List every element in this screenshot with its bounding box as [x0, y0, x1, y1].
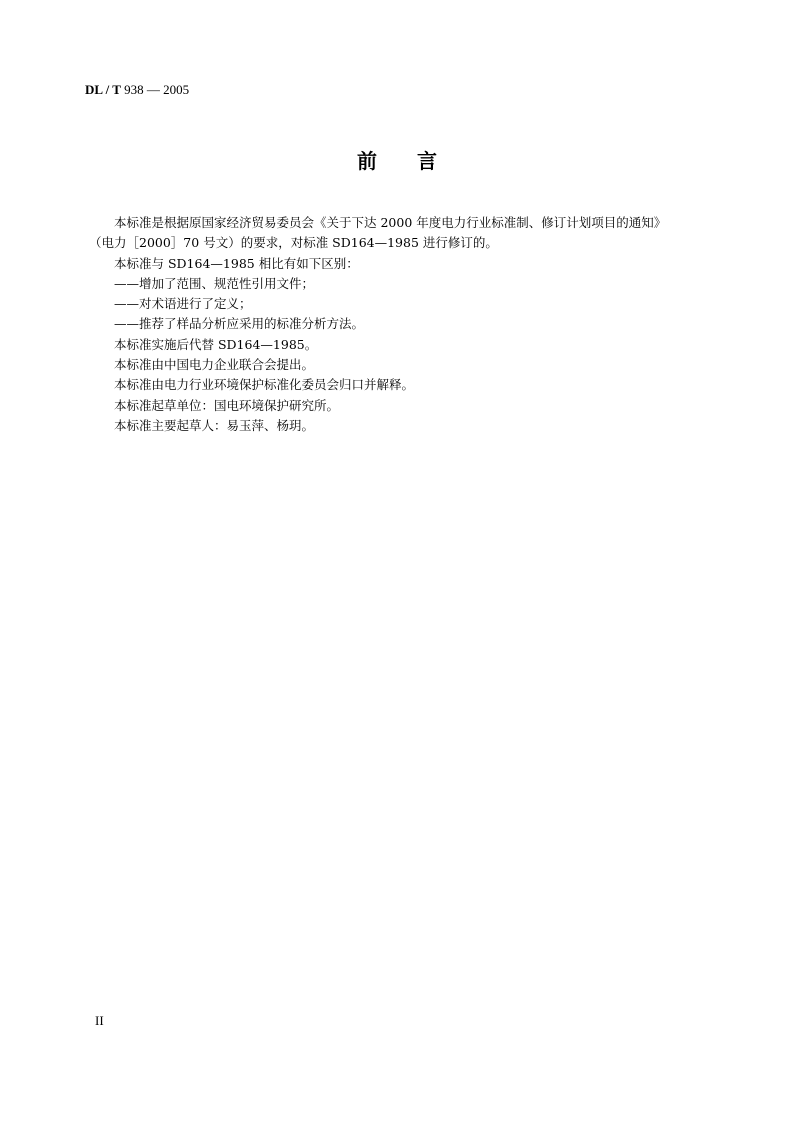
difference-list-item: ——推荐了样品分析应采用的标准分析方法。: [114, 316, 365, 332]
preface-paragraph-centralized-unit: 本标准由电力行业环境保护标准化委员会归口并解释。: [114, 377, 415, 393]
difference-list-item: ——增加了范围、规范性引用文件；: [114, 275, 315, 291]
preface-paragraph-differences-intro: 本标准与 SD164—1985 相比有如下区别：: [114, 255, 359, 271]
standard-code-header: [85, 82, 189, 98]
preface-paragraph-basis: 本标准是根据原国家经济贸易委员会《关于下达 2000 年度电力行业标准制、修订计划项目的通知》: [114, 215, 667, 230]
preface-paragraph-drafters: 本标准主要起草人：易玉萍、杨玥。: [114, 417, 315, 433]
standard-code-number: 938 — 2005: [120, 82, 190, 97]
preface-paragraph-proposer: 本标准由中国电力企业联合会提出。: [114, 357, 315, 373]
preface-paragraph-basis-continued: （电力［2000］70 号文）的要求，对标准 SD164—1985 进行修订的。: [89, 235, 498, 251]
difference-list-item: ——对术语进行了定义；: [114, 296, 252, 312]
preface-paragraph-drafting-unit: 本标准起草单位：国电环境保护研究所。: [114, 397, 340, 413]
preface-paragraph-replacement: 本标准实施后代替 SD164—1985。: [114, 336, 318, 352]
preface-body: [89, 213, 717, 436]
page-number: II: [95, 1013, 104, 1028]
standard-code-prefix: DL / T: [85, 82, 121, 97]
page-title: 前 言: [357, 149, 437, 173]
